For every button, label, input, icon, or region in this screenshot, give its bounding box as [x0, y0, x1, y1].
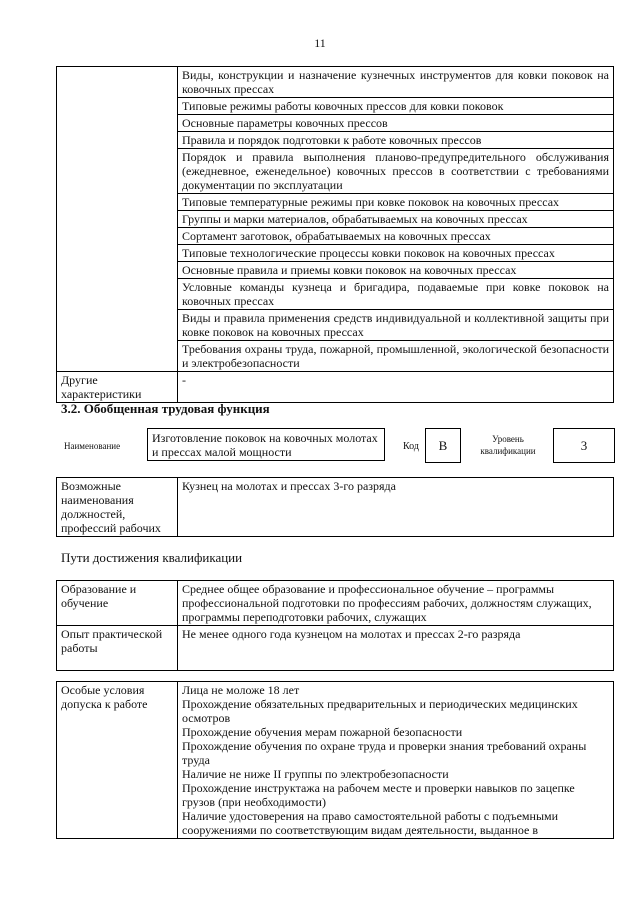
level-value-box: 3 [553, 428, 615, 463]
list-item: Наличие не ниже II группы по электробезопасности [182, 767, 449, 781]
qualification-paths-table [56, 580, 614, 671]
table-cell: Требования охраны труда, пожарной, промышленной, экологической безопасности и электробезопасности [178, 341, 614, 372]
table-cell: Порядок и правила выполнения планово-предупредительного обслуживания (ежедневное, еженедельное) ковочных прессов в соответствии с требованиями документации по эксплуатации [178, 149, 614, 194]
table-row [57, 67, 614, 98]
table-cell: Типовые режимы работы ковочных прессов для ковки поковок [178, 98, 614, 115]
table-cell: Виды, конструкции и назначение кузнечных инструментов для ковки поковок на ковочных прессах [178, 67, 614, 98]
code-value-box: B [425, 428, 461, 463]
table-row [57, 581, 614, 626]
other-characteristics-value: - [178, 372, 614, 403]
name-value-box: Изготовление поковок на ковочных молотах и прессах малой мощности [147, 428, 385, 461]
experience-value: Не менее одного года кузнецом на молотах и прессах 2-го разряда [178, 626, 614, 671]
table-cell: Правила и порядок подготовки к работе ковочных прессов [178, 132, 614, 149]
table-cell: Условные команды кузнеца и бригадира, подаваемые при ковке поковок на ковочных прессах [178, 279, 614, 310]
list-item: Прохождение обязательных предварительных и периодических медицинских осмотров [182, 697, 578, 725]
table-cell: Типовые технологические процессы ковки поковок на ковочных прессах [178, 245, 614, 262]
list-item: Лица не моложе 18 лет [182, 683, 300, 697]
special-conditions-list [178, 682, 614, 839]
list-item: Прохождение инструктажа на рабочем месте и проверки навыков по зацепке грузов (при необходимости) [182, 781, 575, 809]
list-item: Наличие удостоверения на право самостоятельной работы с подъемными сооружениями по соответствующим видам деятельности, выданное в [182, 809, 559, 837]
table-row [57, 626, 614, 671]
list-item: Прохождение обучения по охране труда и проверки знания требований охраны труда [182, 739, 587, 767]
level-label: Уровень квалификации [480, 434, 536, 456]
code-label: Код [403, 441, 419, 452]
table-cell: Основные параметры ковочных прессов [178, 115, 614, 132]
table-row [57, 478, 614, 537]
page-number: 11 [314, 36, 326, 50]
table-row [57, 682, 614, 839]
positions-label: Возможные наименования должностей, профессий рабочих [57, 478, 178, 537]
table-cell: Типовые температурные режимы при ковке поковок на ковочных прессах [178, 194, 614, 211]
table-cell: Сортамент заготовок, обрабатываемых на ковочных прессах [178, 228, 614, 245]
section-title: 3.2. Обобщенная трудовая функция [61, 401, 270, 416]
education-value: Среднее общее образование и профессиональное обучение – программы профессиональной подготовки по профессиям рабочих, должностям служащих, программы переподготовки рабочих, служащих [178, 581, 614, 626]
table-row [57, 372, 614, 403]
table-cell-empty [57, 67, 178, 372]
knowledge-table [56, 66, 614, 403]
table-cell: Группы и марки материалов, обрабатываемых на ковочных прессах [178, 211, 614, 228]
experience-label: Опыт практической работы [57, 626, 178, 671]
table-cell: Виды и правила применения средств индивидуальной и коллективной защиты при ковке поковок на ковочных прессах [178, 310, 614, 341]
positions-table [56, 477, 614, 537]
other-characteristics-label: Другие характеристики [57, 372, 178, 403]
paths-title: Пути достижения квалификации [61, 550, 243, 565]
table-cell: Основные правила и приемы ковки поковок на ковочных прессах [178, 262, 614, 279]
positions-value: Кузнец на молотах и прессах 3-го разряда [178, 478, 614, 537]
education-label: Образование и обучение [57, 581, 178, 626]
special-conditions-table [56, 681, 614, 839]
special-conditions-label: Особые условия допуска к работе [57, 682, 178, 839]
name-label: Наименование [64, 441, 121, 451]
list-item: Прохождение обучения мерам пожарной безопасности [182, 725, 463, 739]
